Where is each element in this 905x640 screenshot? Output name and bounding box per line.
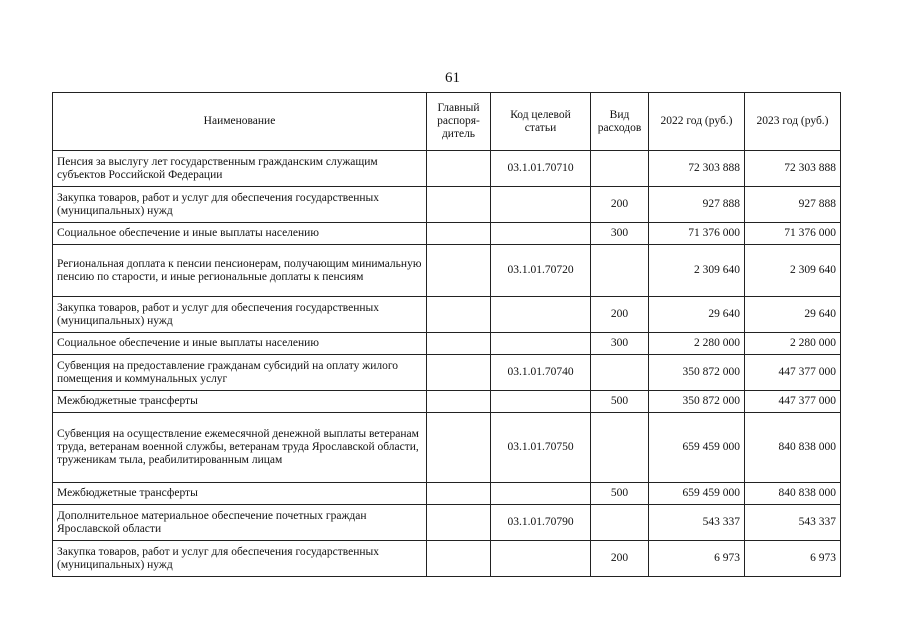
cell-name: Закупка товаров, работ и услуг для обеспечения государственных (муниципальных) нужд [53, 297, 427, 333]
cell-name: Межбюджетные трансферты [53, 391, 427, 413]
cell-admin [427, 333, 491, 355]
table-row [53, 355, 841, 391]
header-2023: 2023 год (руб.) [745, 93, 841, 151]
table-row [53, 483, 841, 505]
cell-2023: 29 640 [745, 297, 841, 333]
cell-name: Субвенция на осуществление ежемесячной денежной выплаты ветеранам труда, ветеранам военной службы, ветеранам труда Ярославской области, труженикам тыла, реабилитированным лицам [53, 413, 427, 483]
cell-2022: 543 337 [649, 505, 745, 541]
cell-admin [427, 483, 491, 505]
cell-2023: 71 376 000 [745, 223, 841, 245]
cell-admin [427, 413, 491, 483]
cell-2022: 659 459 000 [649, 413, 745, 483]
cell-kind [591, 245, 649, 297]
cell-kind: 500 [591, 483, 649, 505]
cell-2022: 29 640 [649, 297, 745, 333]
cell-admin [427, 355, 491, 391]
cell-name: Дополнительное материальное обеспечение почетных граждан Ярославской области [53, 505, 427, 541]
cell-admin [427, 151, 491, 187]
table-row [53, 245, 841, 297]
cell-2022: 659 459 000 [649, 483, 745, 505]
budget-table [52, 92, 841, 577]
header-name: Наименование [53, 93, 427, 151]
cell-admin [427, 245, 491, 297]
cell-kind [591, 355, 649, 391]
cell-code: 03.1.01.70720 [491, 245, 591, 297]
header-2022: 2022 год (руб.) [649, 93, 745, 151]
cell-2023: 2 309 640 [745, 245, 841, 297]
header-admin: Главный распоря-дитель [427, 93, 491, 151]
cell-code [491, 391, 591, 413]
cell-admin [427, 187, 491, 223]
cell-2022: 2 309 640 [649, 245, 745, 297]
table-row [53, 187, 841, 223]
cell-code [491, 483, 591, 505]
cell-name: Закупка товаров, работ и услуг для обеспечения государственных (муниципальных) нужд [53, 541, 427, 577]
cell-name: Социальное обеспечение и иные выплаты населению [53, 223, 427, 245]
cell-name: Региональная доплата к пенсии пенсионерам, получающим минимальную пенсию по старости, и иные региональные доплаты к пенсиям [53, 245, 427, 297]
cell-name: Социальное обеспечение и иные выплаты населению [53, 333, 427, 355]
cell-kind [591, 413, 649, 483]
cell-code [491, 333, 591, 355]
header-code: Код целевой статьи [491, 93, 591, 151]
cell-code: 03.1.01.70740 [491, 355, 591, 391]
cell-kind: 500 [591, 391, 649, 413]
table-row [53, 413, 841, 483]
cell-2023: 927 888 [745, 187, 841, 223]
cell-code: 03.1.01.70750 [491, 413, 591, 483]
table-row [53, 541, 841, 577]
cell-kind [591, 505, 649, 541]
cell-code [491, 223, 591, 245]
cell-kind: 300 [591, 223, 649, 245]
cell-name: Пенсия за выслугу лет государственным гражданским служащим субъектов Российской Федерации [53, 151, 427, 187]
cell-2023: 72 303 888 [745, 151, 841, 187]
cell-code [491, 187, 591, 223]
table-row [53, 151, 841, 187]
cell-name: Субвенция на предоставление гражданам субсидий на оплату жилого помещения и коммунальных услуг [53, 355, 427, 391]
header-kind: Вид расходов [591, 93, 649, 151]
cell-name: Межбюджетные трансферты [53, 483, 427, 505]
table-row [53, 223, 841, 245]
cell-code [491, 297, 591, 333]
table-row [53, 391, 841, 413]
cell-kind: 200 [591, 187, 649, 223]
cell-2022: 72 303 888 [649, 151, 745, 187]
cell-kind: 300 [591, 333, 649, 355]
cell-admin [427, 391, 491, 413]
cell-code: 03.1.01.70710 [491, 151, 591, 187]
cell-admin [427, 297, 491, 333]
cell-kind [591, 151, 649, 187]
cell-2023: 447 377 000 [745, 391, 841, 413]
cell-2023: 840 838 000 [745, 413, 841, 483]
cell-2022: 71 376 000 [649, 223, 745, 245]
cell-2022: 350 872 000 [649, 355, 745, 391]
table-header-row [53, 93, 841, 151]
cell-admin [427, 223, 491, 245]
cell-2022: 927 888 [649, 187, 745, 223]
cell-name: Закупка товаров, работ и услуг для обеспечения государственных (муниципальных) нужд [53, 187, 427, 223]
page-number: 61 [445, 70, 460, 86]
table-row [53, 505, 841, 541]
cell-2023: 543 337 [745, 505, 841, 541]
cell-code [491, 541, 591, 577]
cell-kind: 200 [591, 297, 649, 333]
cell-kind: 200 [591, 541, 649, 577]
cell-2023: 840 838 000 [745, 483, 841, 505]
cell-2022: 6 973 [649, 541, 745, 577]
cell-2023: 2 280 000 [745, 333, 841, 355]
table-row [53, 333, 841, 355]
cell-2022: 350 872 000 [649, 391, 745, 413]
table-row [53, 297, 841, 333]
cell-admin [427, 541, 491, 577]
cell-2023: 6 973 [745, 541, 841, 577]
cell-code: 03.1.01.70790 [491, 505, 591, 541]
cell-2023: 447 377 000 [745, 355, 841, 391]
cell-admin [427, 505, 491, 541]
cell-2022: 2 280 000 [649, 333, 745, 355]
